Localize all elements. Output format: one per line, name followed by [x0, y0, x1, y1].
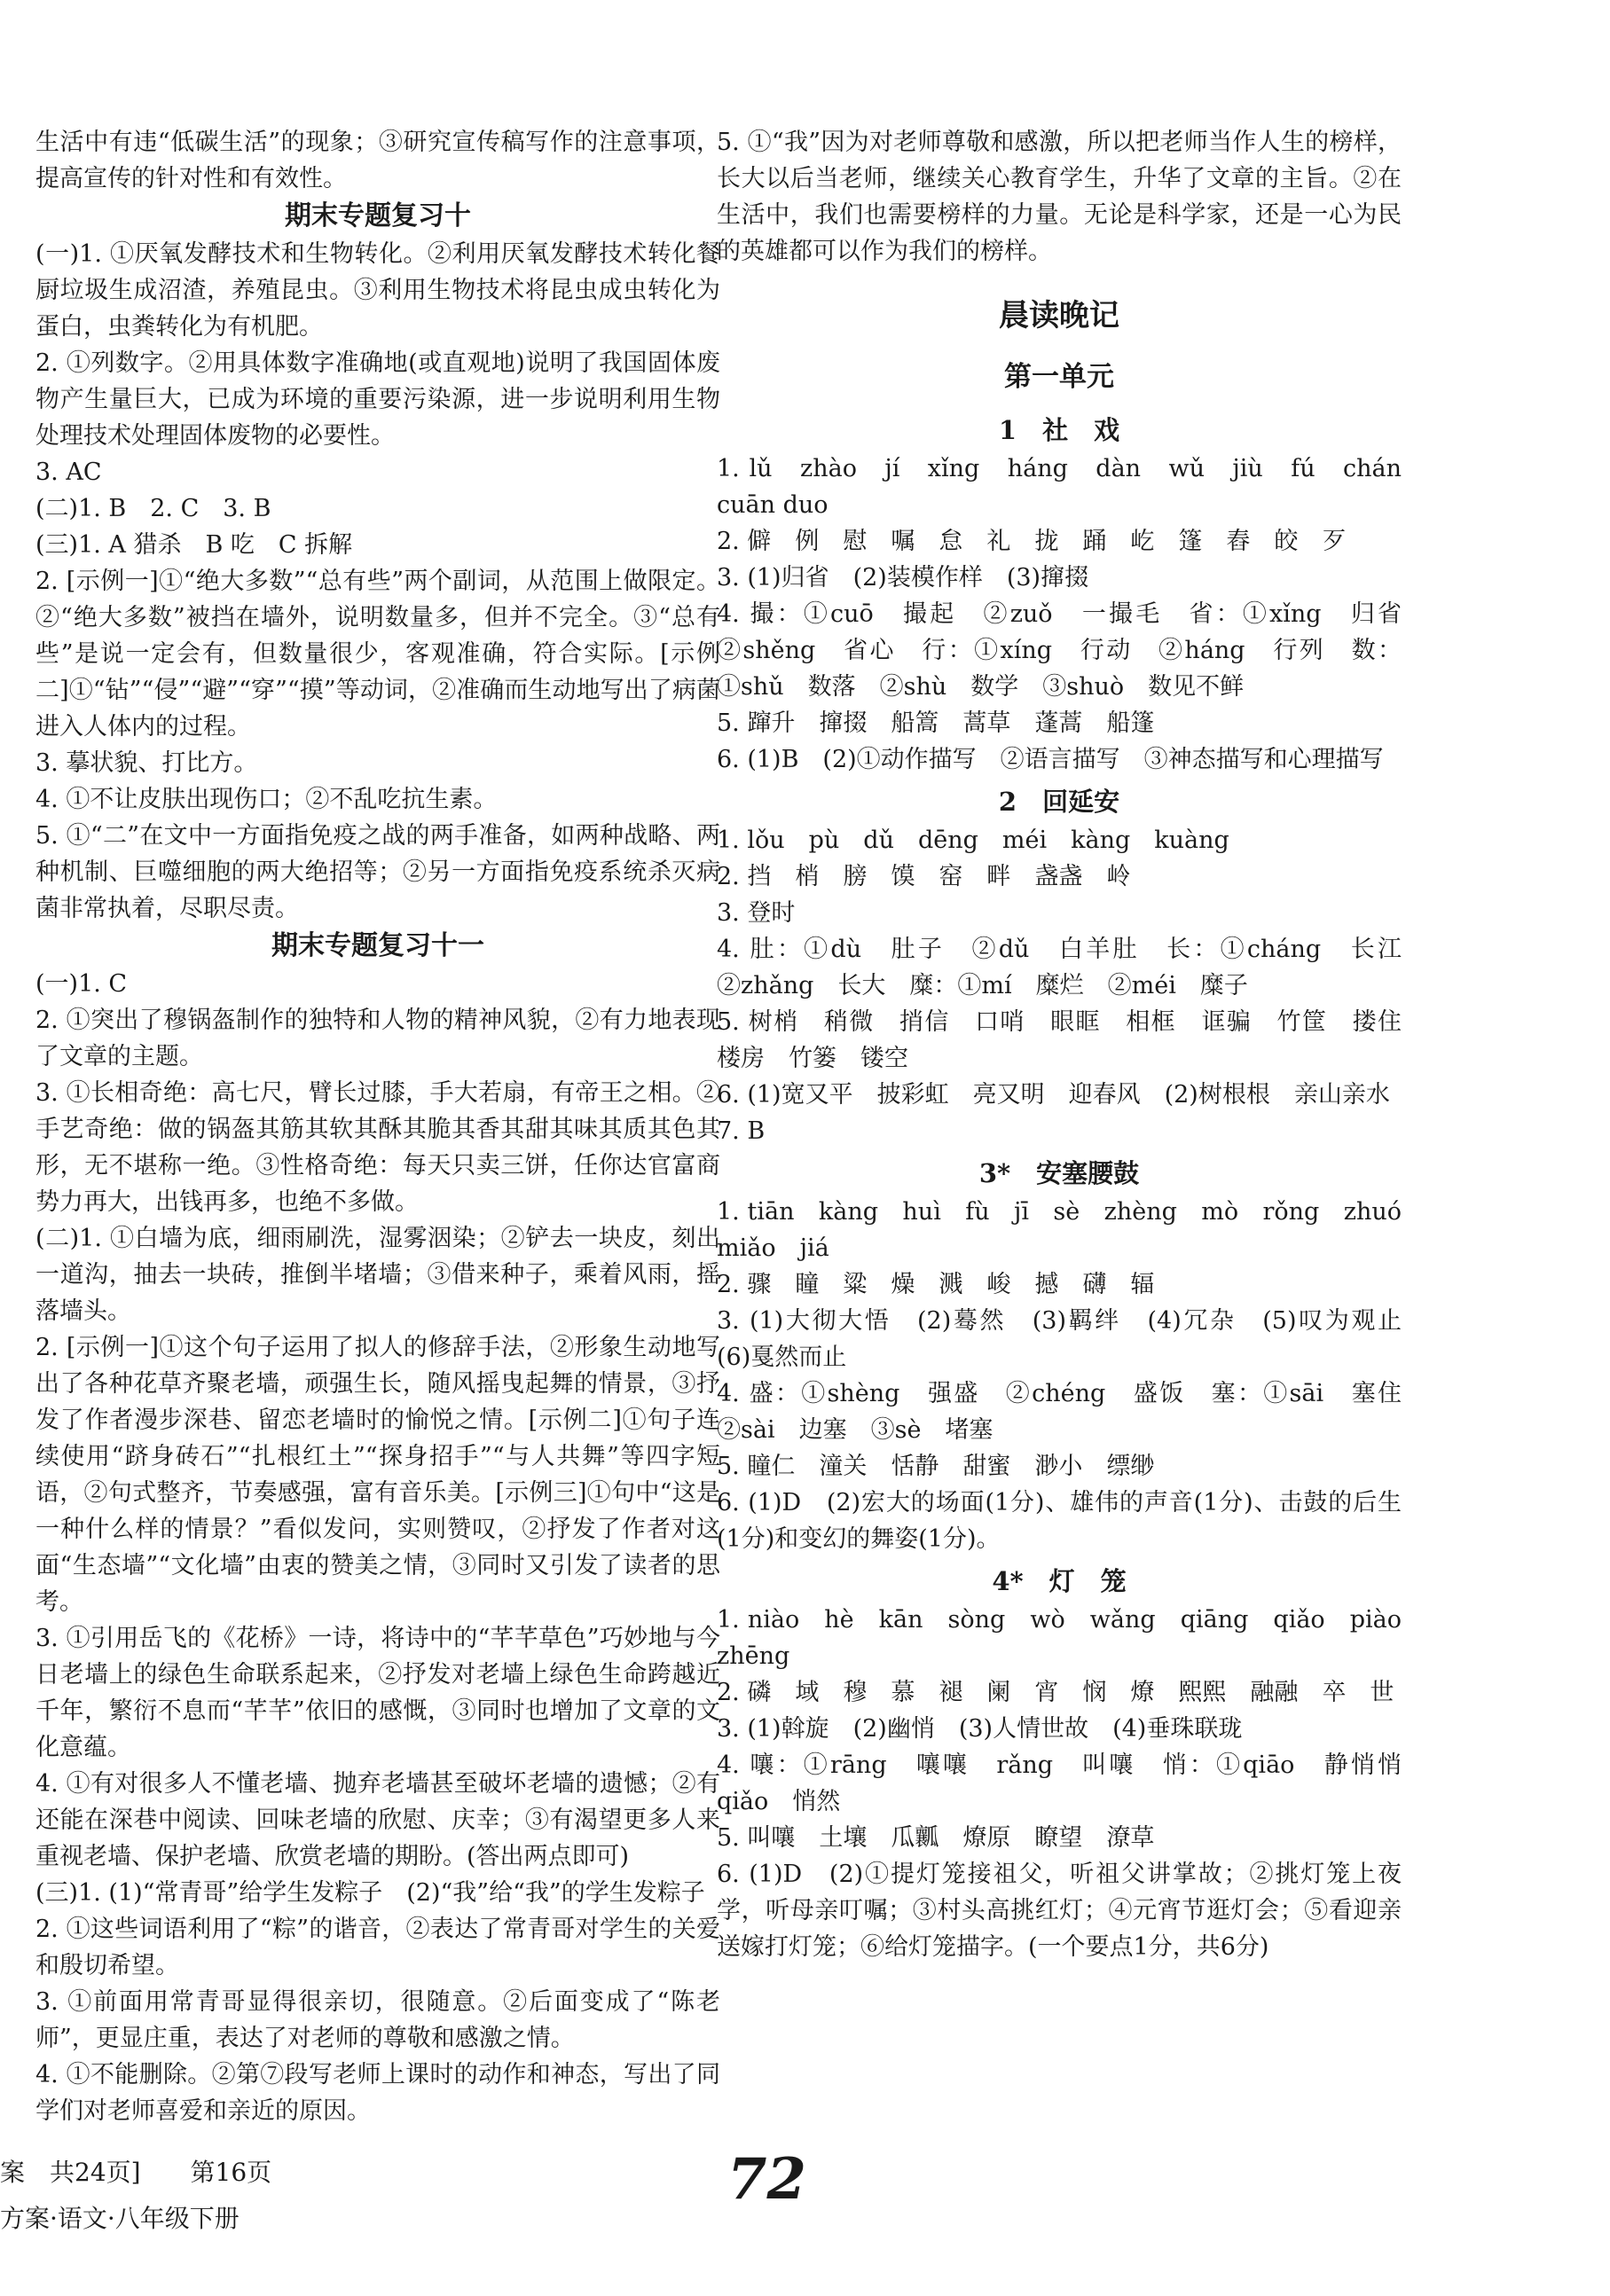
- right-column: [717, 124, 1425, 1965]
- answer-paragraph: 生活中有违“低碳生活”的现象；③研究宣传稿写作的注意事项，提高宣传的针对性和有效性。: [35, 129, 720, 192]
- footer-book-title: 方案·语文·八年级下册: [0, 2204, 240, 2233]
- answer-paragraph: 6. (1)B (2)①动作描写 ②语言描写 ③神态描写和心理描写: [717, 746, 1384, 773]
- answer-paragraph: 2. [示例一]①“绝大多数”“总有些”两个副词，从范围上做限定。②“绝大多数”被挡在墙外，说明数量多，但并不完全。③“总有些”是说一定会有，但数量很少，客观准确，符合实际。[示例二]①“钻”“侵”“避”“穿”“摸”等动词，②准确而生动地写出了病菌进入人体内的过程。: [35, 568, 720, 741]
- answer-paragraph: (三)1. (1)“常青哥”给学生发粽子 (2)“我”给“我”的学生发粽子: [35, 1879, 705, 1907]
- answer-paragraph: 1. tiān kàng huì fù jī sè zhèng mò rǒng zhuó miǎo jiá: [717, 1198, 1425, 1262]
- answer-paragraph: 2. 僻 例 慰 嘱 怠 礼 拢 踊 屹 篷 舂 皎 歹: [717, 528, 1347, 555]
- answer-paragraph: 3. ①前面用常青哥显得很亲切，很随意。②后面变成了“陈老师”，更显庄重，表达了对老师的尊敬和感激之情。: [35, 1988, 720, 2052]
- answer-paragraph: 3. (1)大彻大悟 (2)蓦然 (3)羁绊 (4)冗杂 (5)叹为观止 (6)戛然而止: [717, 1307, 1425, 1371]
- answer-paragraph: 4. 撮：①cuō 撮起 ②zuǒ 一撮毛 省：①xǐng 归省 ②shěng 省心 行：①xíng 行动 ②háng 行列 数：①shǔ 数落 ②shù 数学 ③shuò 数见不鲜: [717, 600, 1425, 701]
- answer-paragraph: 2. 磷 域 穆 慕 褪 阑 宵 悯 燎 熙熙 融融 卒 世: [717, 1679, 1394, 1706]
- answer-paragraph: 3. ①引用岳飞的《花桥》一诗，将诗中的“芊芊草色”巧妙地与今日老墙上的绿色生命联系起来，②抒发对老墙上绿色生命跨越近千年，繁衍不息而“芊芊”依旧的感慨，③同时也增加了文章的文化意蕴。: [35, 1625, 720, 1761]
- answer-paragraph: (一)1. C: [35, 970, 128, 998]
- answer-paragraph: 2. [示例一]①这个句子运用了拟人的修辞手法，②形象生动地写出了各种花草齐聚老墙，顽强生长，随风摇曳起舞的情景，③抒发了作者漫步深巷、留恋老墙时的愉悦之情。[示例二]①句子连续使用“跻身砖石”“扎根红土”“探身招手”“与人共舞”等四字短语，②句式整齐，节奏感强，富有音乐美。[示例三]①句中“这是一种什么样的情景？”看似发问，实则赞叹，②抒发了作者对这面“生态墙”“文化墙”由衷的赞美之情，③同时又引发了读者的思考。: [35, 1334, 720, 1616]
- answer-paragraph: 4. ①不让皮肤出现伤口；②不乱吃抗生素。: [35, 786, 498, 813]
- answer-paragraph: 1. niào hè kān sòng wò wǎng qiāng qiǎo piào zhēng: [717, 1606, 1425, 1670]
- answer-paragraph: 3. 登时: [717, 899, 796, 927]
- answer-paragraph: 3. (1)斡旋 (2)幽悄 (3)人情世故 (4)垂珠联珑: [717, 1715, 1243, 1743]
- answer-paragraph: 5. ①“二”在文中一方面指免疫之战的两手准备，如两种战略、两种机制、巨噬细胞的两大绝招等；②另一方面指免疫系统杀灭病菌非常执着，尽职尽责。: [35, 822, 720, 922]
- answer-paragraph: 5. 叫嚷 土壤 瓜瓤 燎原 瞭望 潦草: [717, 1824, 1155, 1852]
- section-heading: 期末专题复习十一: [271, 930, 484, 961]
- section-heading: 期末专题复习十: [285, 200, 471, 231]
- answer-paragraph: 4. ①有对很多人不懂老墙、抛弃老墙甚至破坏老墙的遗憾；②有还能在深巷中阅读、回味老墙的欣慰、庆幸；③有渴望更多人来重视老墙、保护老墙、欣赏老墙的期盼。(答出两点即可): [35, 1770, 720, 1870]
- unit-heading: 第一单元: [1004, 361, 1114, 393]
- left-column: [35, 124, 720, 2129]
- answer-paragraph: 4. 嚷：①rāng 嚷嚷 rǎng 叫嚷 悄：①qiāo 静悄悄 qiǎo 悄然: [717, 1751, 1425, 1815]
- answer-paragraph: 4. 盛：①shèng 强盛 ②chéng 盛饭 塞：①sāi 塞住 ②sài 边塞 ③sè 堵塞: [717, 1380, 1425, 1444]
- lesson-heading: 3* 安塞腰鼓: [978, 1158, 1140, 1188]
- answer-paragraph: 6. (1)宽又平 披彩虹 亮又明 迎春风 (2)树根根 亲山亲水: [717, 1081, 1390, 1109]
- answer-paragraph: 5. 蹿升 撺掇 船篙 蒿草 蓬蒿 船篷: [717, 709, 1155, 737]
- answer-paragraph: 6. (1)D (2)宏大的场面(1分)、雄伟的声音(1分)、击鼓的后生(1分)和变幻的舞姿(1分)。: [717, 1489, 1402, 1553]
- lesson-heading: 1 社 戏: [998, 415, 1120, 445]
- answer-paragraph: (二)1. B 2. C 3. B: [35, 495, 271, 522]
- answer-paragraph: 2. 挡 梢 膀 馍 窑 畔 盏盏 岭: [717, 863, 1131, 890]
- answer-paragraph: 2. ①这些词语利用了“粽”的谐音，②表达了常青哥对学生的关爱和殷切希望。: [35, 1916, 720, 1979]
- answer-paragraph: 2. ①列数字。②用具体数字准确地(或直观地)说明了我国固体废物产生量巨大，已成为环境的重要污染源，进一步说明利用生物处理技术处理固体废物的必要性。: [35, 349, 720, 450]
- answer-paragraph: 4. ①不能删除。②第⑦段写老师上课时的动作和神态，写出了同学们对老师喜爱和亲近的原因。: [35, 2061, 720, 2125]
- answer-paragraph: 2. ①突出了穆锅盔制作的独特和人物的精神风貌，②有力地表现了文章的主题。: [35, 1007, 720, 1070]
- answer-paragraph: 5. ①“我”因为对老师尊敬和感激，所以把老师当作人生的榜样，长大以后当老师，继续关心教育学生，升华了文章的主旨。②在生活中，我们也需要榜样的力量。无论是科学家，还是一心为民的英雄都可以作为我们的榜样。: [717, 129, 1402, 265]
- answer-paragraph: 3. 摹状貌、打比方。: [35, 749, 258, 777]
- answer-paragraph: (三)1. A 猎杀 B 吃 C 拆解: [35, 531, 353, 559]
- answer-paragraph: 1. lǔ zhào jí xǐng háng dàn wǔ jiù fú chán cuān duo: [717, 455, 1425, 519]
- answer-paragraph: (一)1. ①厌氧发酵技术和生物转化。②利用厌氧发酵技术转化餐厨垃圾生成沼渣，养殖昆虫。③利用生物技术将昆虫成虫转化为蛋白，虫粪转化为有机肥。: [35, 240, 720, 341]
- answer-paragraph: (二)1. ①白墙为底，细雨刷洗，湿雾洇染；②铲去一块皮，刻出一道沟，抽去一块砖，推倒半堵墙；③借来种子，乘着风雨，摇落墙头。: [35, 1225, 720, 1325]
- lesson-heading: 4* 灯 笼: [992, 1566, 1127, 1596]
- lesson-heading: 2 回延安: [998, 787, 1120, 817]
- answer-paragraph: 5. 树梢 稍微 捎信 口哨 眼眶 相框 诓骗 竹筐 搂住 楼房 竹篓 镂空: [717, 1008, 1425, 1072]
- answer-paragraph: 4. 肚：①dù 肚子 ②dǔ 白羊肚 长：①cháng 长江 ②zhǎng 长大 糜：①mí 糜烂 ②méi 糜子: [717, 936, 1425, 999]
- answer-paragraph: 3. ①长相奇绝：高七尺，臂长过膝，手大若扇，有帝王之相。②手艺奇绝：做的锅盔其筋其软其酥其脆其香其甜其味其质其色其形，无不堪称一绝。③性格奇绝：每天只卖三饼，任你达官富商势力再大，出钱再多，也绝不多做。: [35, 1079, 720, 1216]
- answer-paragraph: 7. B: [717, 1117, 766, 1145]
- main-heading: 晨读晚记: [999, 298, 1119, 333]
- answer-paragraph: 3. AC: [35, 458, 102, 486]
- answer-paragraph: 2. 骤 瞳 粱 燥 溅 峻 撼 礴 辐: [717, 1271, 1155, 1298]
- page-number: 72: [727, 2146, 807, 2213]
- answer-paragraph: 3. (1)归省 (2)装模作样 (3)撺掇: [717, 564, 1089, 592]
- footer-page-info: 案 共24页] 第16页: [0, 2158, 272, 2187]
- answer-paragraph: 5. 瞳仁 潼关 恬静 甜蜜 渺小 缥缈: [717, 1453, 1155, 1480]
- answer-paragraph: 1. lǒu pù dǔ dēng méi kàng kuàng: [717, 827, 1229, 854]
- answer-paragraph: 6. (1)D (2)①提灯笼接祖父，听祖父讲掌故；②挑灯笼上夜学，听母亲叮嘱；③村头高挑红灯；④元宵节逛灯会；⑤看迎亲送嫁打灯笼；⑥给灯笼描字。(一个要点1分，共6分): [717, 1861, 1402, 1961]
